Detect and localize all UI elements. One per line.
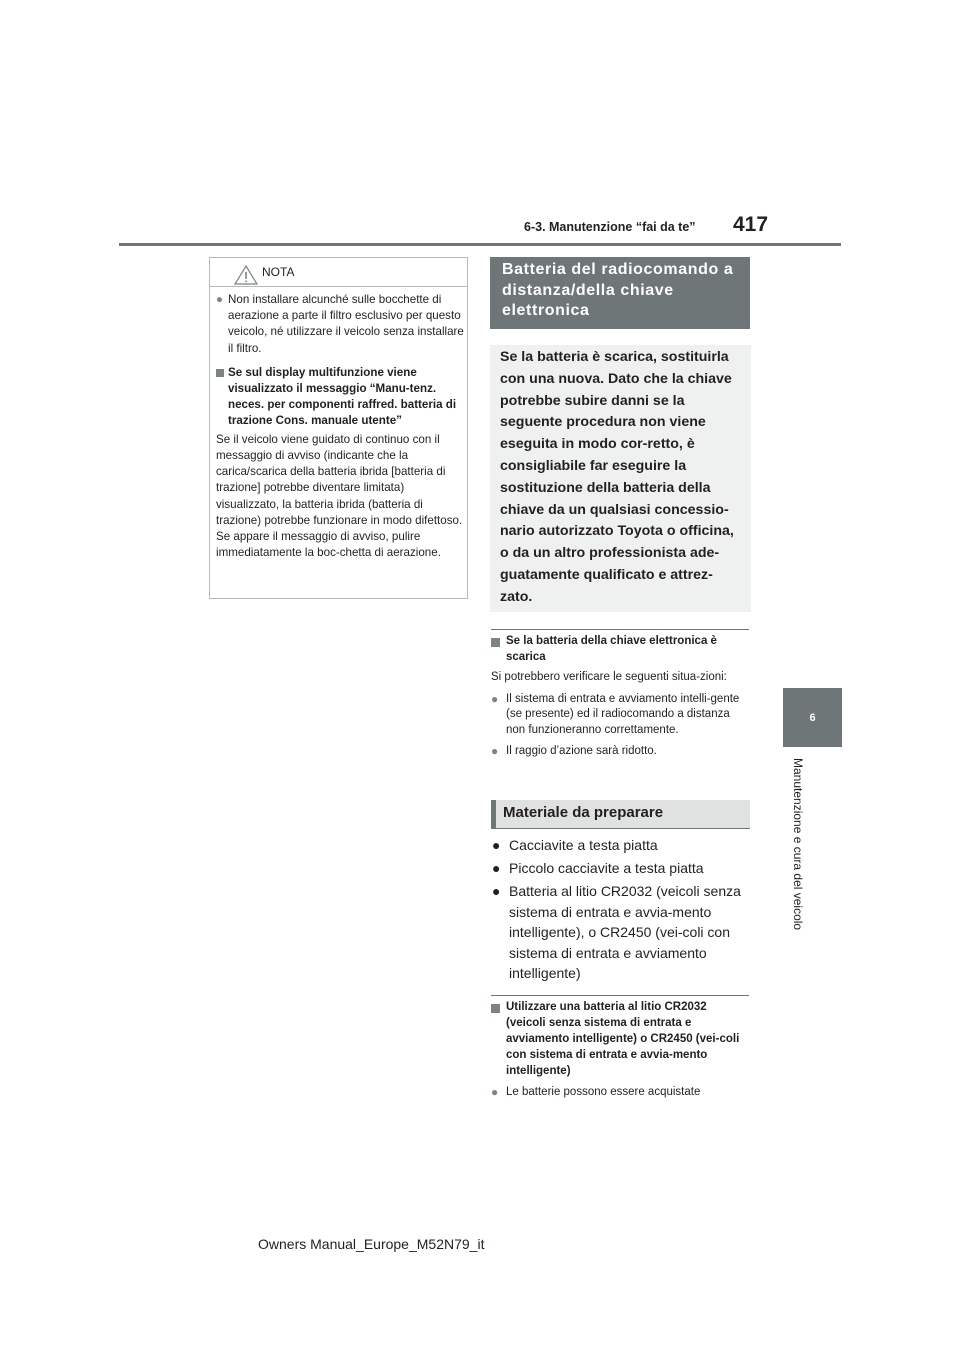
dead-battery-section <box>491 629 749 760</box>
nota-subheading <box>216 365 464 429</box>
round-bullet-icon: ● <box>492 837 501 853</box>
chapter-tab <box>783 688 842 747</box>
battery-section-title: Batteria del radiocomando a distanza/della chiave elettronica <box>490 257 750 329</box>
list-item <box>491 692 749 739</box>
dead-battery-heading <box>491 629 749 665</box>
list-item <box>491 1085 749 1101</box>
circle-bullet-icon: ● <box>216 293 224 306</box>
chapter-number: 6 <box>809 711 816 724</box>
battery-intro-text: Se la batteria è scarica, sostituirla con una nuova. Dato che la chiave potrebbe subire danni se la seguente procedura non viene eseguita in modo cor-retto, è consigliabile far eseguire la sostituzione della batteria della chiave da un qualsiasi concessio-nario autorizzato Toyota o officina, o da un altro professionista ade-guatamente qualificato e attrez-zato. <box>500 349 734 605</box>
nota-body-text: Se il veicolo viene guidato di continuo con il messaggio di avviso (indicante che la carica/scarica della batteria ibrida [batteria di trazione] potrebbe diventare limitata) visualizzato, la batteria ibrida (batteria di trazione) potrebbe funzionare in modo difettoso. Se appare il messaggio di avviso, pulire immediatamente la boc-chetta di aerazione. <box>216 432 463 560</box>
square-bullet-icon <box>216 369 224 377</box>
list-item <box>491 858 750 879</box>
battery-type-section <box>491 995 749 1101</box>
header-rule <box>119 243 841 246</box>
materials-title: Materiale da preparare <box>491 800 750 829</box>
list-item <box>491 835 750 856</box>
footer-text: Owners Manual_Europe_M52N79_it <box>258 1236 485 1252</box>
circle-bullet-icon: ● <box>491 1085 499 1099</box>
nota-box <box>209 257 468 599</box>
list-item-text: Le batterie possono essere acquistate <box>506 1086 701 1098</box>
nota-title: NOTA <box>262 265 295 279</box>
list-item-text: Cacciavite a testa piatta <box>509 837 658 853</box>
nota-body <box>216 292 464 561</box>
list-item-text: Il raggio d’azione sarà ridotto. <box>506 745 657 757</box>
circle-bullet-icon: ● <box>491 744 499 758</box>
nota-bullet-item <box>216 292 464 357</box>
square-bullet-icon <box>491 638 500 647</box>
nota-bullet-text: Non installare alcunché sulle bocchette di aerazione a parte il filtro esclusivo per questo veicolo, né utilizzare il veicolo senza installare il filtro. <box>228 293 464 355</box>
chapter-title-vertical <box>793 758 817 958</box>
list-item <box>491 881 750 984</box>
circle-bullet-icon: ● <box>491 691 499 706</box>
list-item-text: Piccolo cacciavite a testa piatta <box>509 860 704 876</box>
warning-triangle-icon <box>233 264 259 286</box>
list-item-text: Batteria al litio CR2032 (veicoli senza sistema di entrata e avvia-mento intelligente), o CR2450 (vei-coli con sistema di entrata e avviamento intelligente) <box>509 883 741 981</box>
page-number: 417 <box>733 213 769 236</box>
dead-battery-heading-text: Se la batteria della chiave elettronica è scarica <box>506 635 717 663</box>
round-bullet-icon: ● <box>492 883 501 899</box>
square-bullet-icon <box>491 1004 500 1013</box>
nota-header <box>210 258 467 287</box>
chapter-title: Manutenzione e cura del veicolo <box>791 758 805 931</box>
materials-list <box>491 835 750 986</box>
list-item <box>491 744 749 760</box>
section-title: 6-3. Manutenzione “fai da te” <box>524 220 696 234</box>
round-bullet-icon: ● <box>492 860 501 876</box>
dead-battery-intro: Si potrebbero verificare le seguenti situa-zioni: <box>491 671 727 683</box>
battery-type-heading-text: Utilizzare una batteria al litio CR2032 (veicoli senza sistema di entrata e avviamento intelligente) o CR2450 (vei-coli con sistema di entrata e avvia-mento intelligente) <box>506 1001 740 1077</box>
battery-intro-box <box>490 345 751 612</box>
list-item-text: Il sistema di entrata e avviamento intelli-gente (se presente) ed il radiocomando a distanza non funzioneranno correttamente. <box>506 692 740 736</box>
battery-type-heading <box>491 995 749 1079</box>
nota-subheading-text: Se sul display multifunzione viene visualizzato il messaggio “Manu-tenz. neces. per componenti raffred. batteria di trazione Cons. manuale utente” <box>228 365 457 427</box>
